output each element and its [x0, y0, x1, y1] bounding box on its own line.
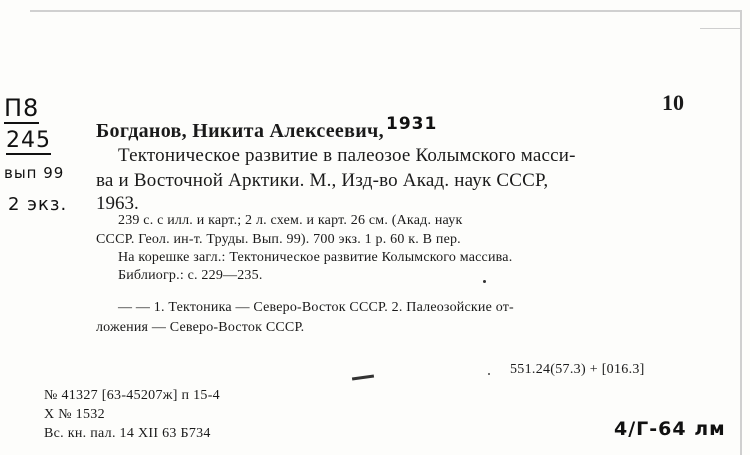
ink-dot-small — [488, 373, 490, 375]
registration-line-1: № 41327 [63-45207ж] п 15-4 — [44, 388, 220, 403]
ink-mark — [352, 374, 374, 380]
author-heading: Богданов, Никита Алексеевич, — [96, 120, 384, 142]
card-top-edge — [30, 10, 740, 12]
note-spine-title: На корешке загл.: Тектоническое развитие Колымского массива. — [118, 250, 513, 265]
collation-line-1: 239 с. с илл. и карт.; 2 л. схем. и карт. 26 см. (Акад. наук — [118, 213, 463, 228]
card-right-edge — [740, 10, 742, 455]
handwritten-code: 4/Г-64 лм — [614, 418, 726, 440]
title-line-3: 1963. — [96, 193, 139, 214]
card-sequence-number: 10 — [662, 90, 684, 115]
subjects-line-2: ложения — Северо-Восток СССР. — [96, 320, 305, 335]
title-line-1: Тектоническое развитие в палеозое Колымского масси- — [118, 145, 576, 166]
shelfmark-line2: 245 — [6, 128, 51, 153]
shelfmark-line1: П8 — [4, 94, 40, 122]
card-corner-notch — [700, 12, 740, 29]
shelfmark-copies: 2 экз. — [8, 194, 68, 215]
classification-number: 551.24(57.3) + [016.3] — [510, 362, 645, 377]
subjects-line-1: — — 1. Тектоника — Северо-Восток СССР. 2. Палеозойские от- — [118, 300, 514, 315]
registration-line-2: Х № 1532 — [44, 407, 105, 422]
ink-dot — [483, 280, 486, 283]
shelfmark-issue: вып 99 — [4, 164, 65, 182]
author-birth-year: 1931 — [386, 114, 438, 134]
title-line-2: ва и Восточной Арктики. М., Изд-во Акад. наук СССР, — [96, 170, 549, 191]
note-bibliography: Библиогр.: с. 229—235. — [118, 268, 263, 283]
registration-line-3: Вс. кн. пал. 14 XII 63 Б734 — [44, 426, 211, 441]
collation-line-2: СССР. Геол. ин-т. Труды. Вып. 99). 700 экз. 1 р. 60 к. В пер. — [96, 232, 461, 247]
